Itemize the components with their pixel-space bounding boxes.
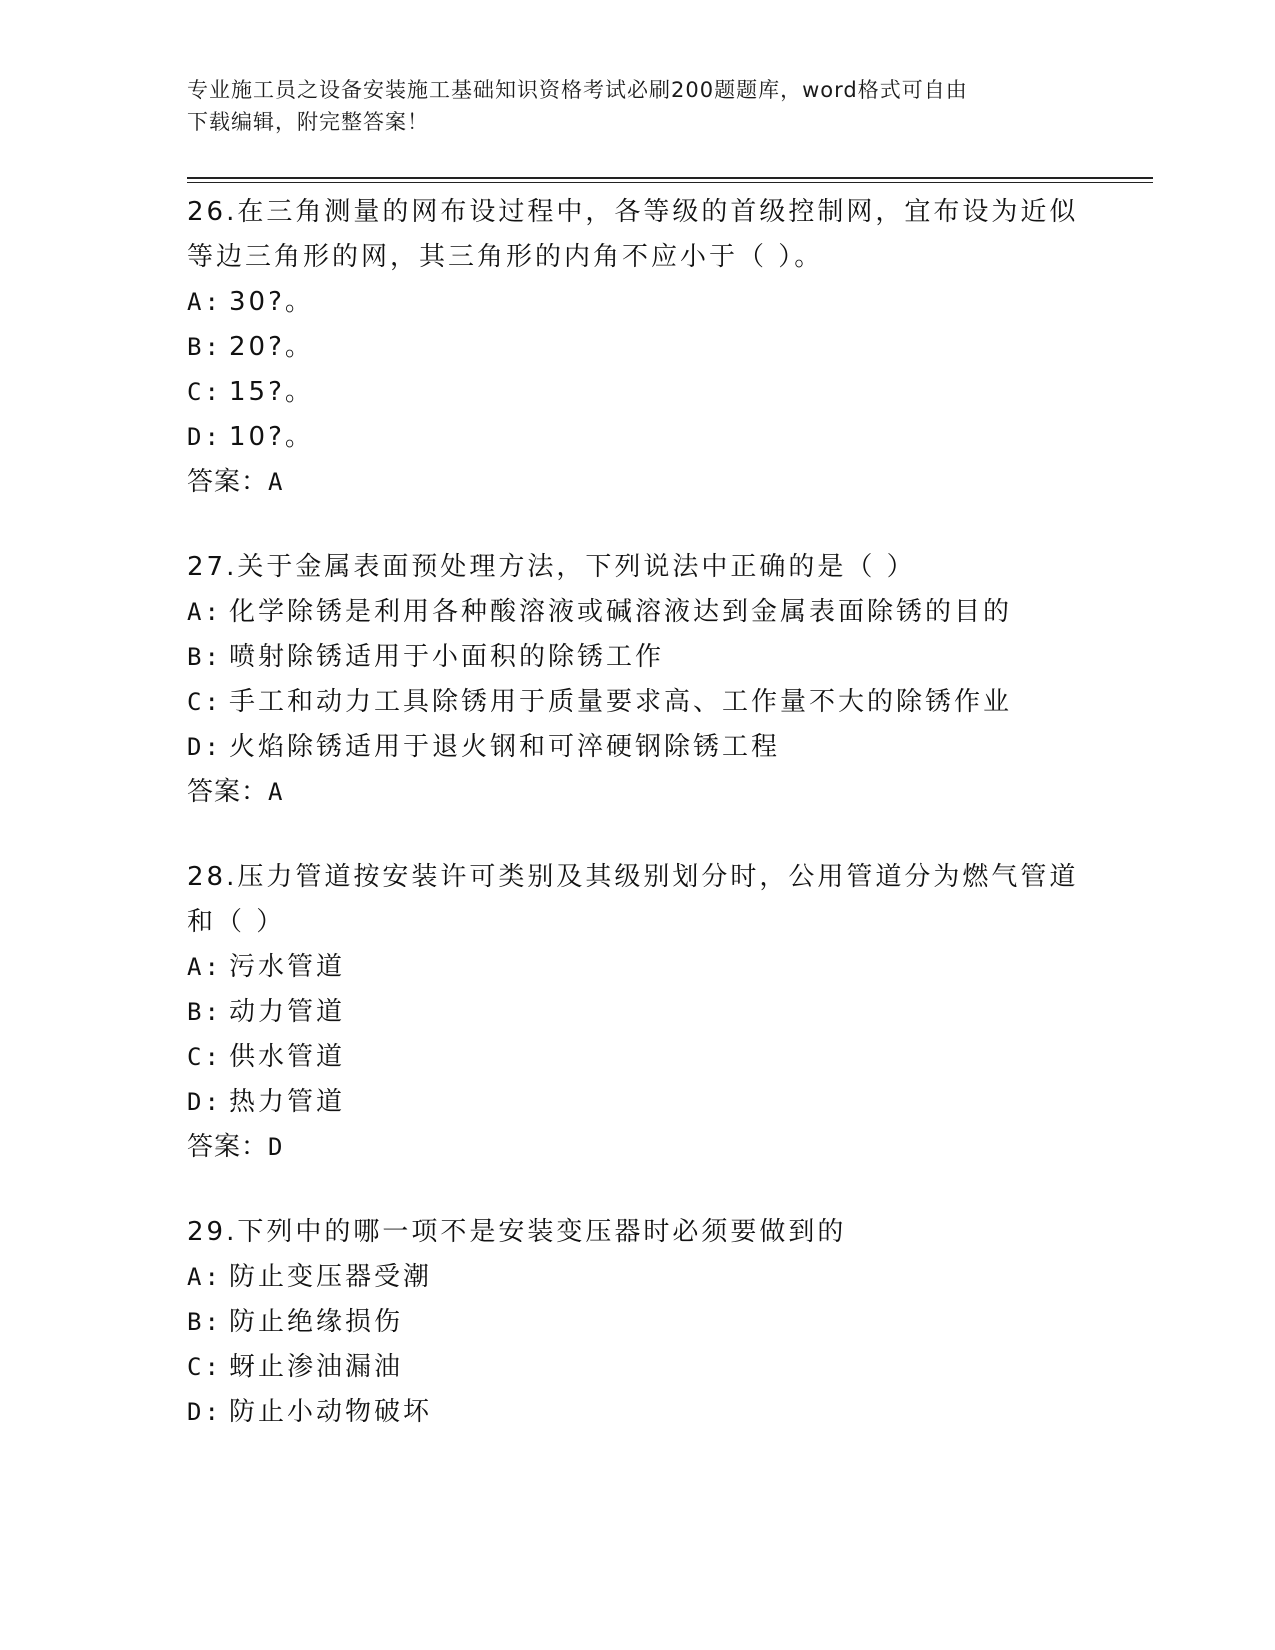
option-text: 热力管道 [229,1087,346,1117]
option-letter: C: [187,688,222,716]
option-letter: D: [187,733,222,761]
document-header [187,74,1067,138]
header-line-2: 下载编辑，附完整答案！ [187,110,429,134]
option-text: 20?。 [229,332,314,362]
option-letter: A: [187,953,222,981]
question-26 [187,190,1087,505]
option-letter: B: [187,333,222,361]
option-d [187,1080,1087,1125]
header-line-1: 专业施工员之设备安装施工基础知识资格考试必刷200题题库，word格式可自由 [187,78,968,102]
option-letter: A: [187,288,222,316]
header-divider-thin [187,182,1153,183]
option-letter: B: [187,643,222,671]
option-b [187,635,1087,680]
option-text: 15?。 [229,377,314,407]
option-text: 30?。 [229,287,314,317]
question-stem-line-1: 29.下列中的哪一项不是安装变压器时必须要做到的 [187,1217,847,1247]
option-letter: C: [187,378,222,406]
option-letter: A: [187,1263,222,1291]
option-text: 防止小动物破坏 [229,1397,433,1427]
option-b [187,325,1087,370]
option-letter: B: [187,1308,222,1336]
option-letter: C: [187,1043,222,1071]
option-text: 化学除锈是利用各种酸溶液或碱溶液达到金属表面除锈的目的 [229,597,1013,627]
option-c [187,370,1087,415]
option-letter: D: [187,1088,222,1116]
option-b [187,1300,1087,1345]
answer-label: 答案： [187,467,269,497]
option-a [187,945,1087,990]
question-stem-line-2: 和（ ） [187,907,286,937]
question-stem-line-1: 26.在三角测量的网布设过程中，各等级的首级控制网，宜布设为近似 [187,197,1079,227]
option-letter: B: [187,998,222,1026]
question-stem [187,1210,1087,1255]
option-d [187,725,1087,770]
question-list [187,190,1087,1475]
answer-value: A [268,468,284,496]
option-letter: D: [187,1398,222,1426]
answer-label: 答案： [187,777,269,807]
option-c [187,1345,1087,1390]
question-stem-line-1: 28.压力管道按安装许可类别及其级别划分时，公用管道分为燃气管道 [187,862,1079,892]
option-a [187,1255,1087,1300]
question-stem [187,190,1087,280]
option-letter: D: [187,423,222,451]
option-a [187,590,1087,635]
option-text: 动力管道 [229,997,346,1027]
option-letter: A: [187,598,222,626]
option-a [187,280,1087,325]
answer-value: A [268,778,284,806]
question-stem-line-1: 27.关于金属表面预处理方法，下列说法中正确的是（ ） [187,552,916,582]
option-text: 喷射除锈适用于小面积的除锈工作 [229,642,665,672]
option-text: 污水管道 [229,952,346,982]
option-text: 火焰除锈适用于退火钢和可淬硬钢除锈工程 [229,732,781,762]
option-text: 防止变压器受潮 [229,1262,433,1292]
question-27 [187,545,1087,815]
answer-line [187,770,1087,815]
option-text: 蚜止渗油漏油 [229,1352,404,1382]
option-text: 手工和动力工具除锈用于质量要求高、工作量不大的除锈作业 [229,687,1013,717]
option-d [187,415,1087,460]
option-c [187,680,1087,725]
question-29 [187,1210,1087,1435]
option-d [187,1390,1087,1435]
question-28 [187,855,1087,1170]
question-stem [187,855,1087,945]
option-b [187,990,1087,1035]
option-text: 10?。 [229,422,314,452]
answer-line [187,460,1087,505]
option-letter: C: [187,1353,222,1381]
option-c [187,1035,1087,1080]
question-stem-line-2: 等边三角形的网，其三角形的内角不应小于（ ）。 [187,242,824,272]
option-text: 供水管道 [229,1042,346,1072]
answer-value: D [268,1133,284,1161]
option-text: 防止绝缘损伤 [229,1307,404,1337]
answer-line [187,1125,1087,1170]
answer-label: 答案： [187,1132,269,1162]
header-divider-thick [187,177,1153,179]
question-stem [187,545,1087,590]
